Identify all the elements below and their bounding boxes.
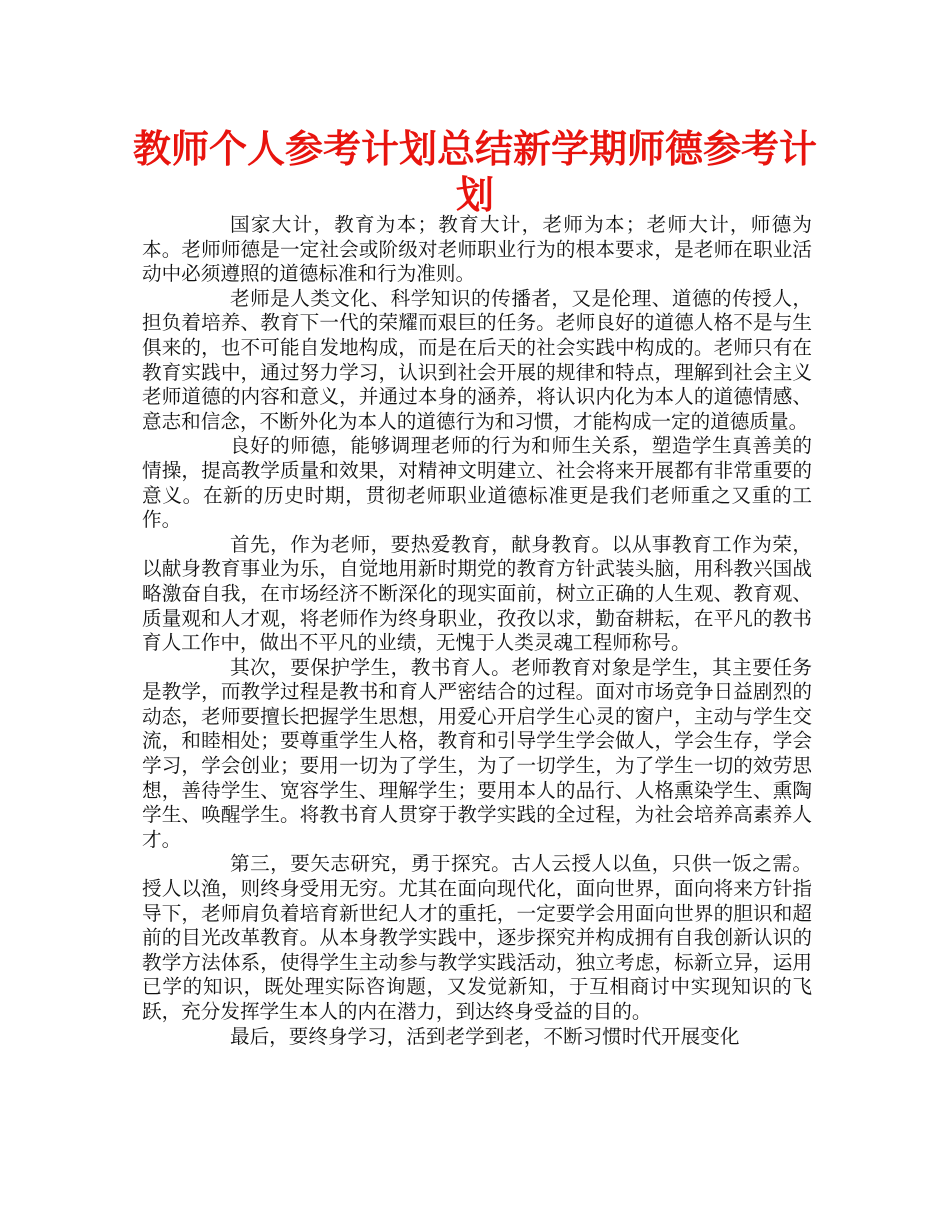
paragraph-4: 首先，作为老师，要热爱教育，献身教育。以从事教育工作为荣，以献身教育事业为乐，自觉地用新时期党的教育方针武装头脑，用科教兴国战略激奋自我，在市场经济不断深化的现实面前，树立正确的人生观、教育观、质量观和人才观，将老师作为终身职业，孜孜以求，勤奋耕耘，在平凡的教书育人工作中，做出不平凡的业绩，无愧于人类灵魂工程师称号。	[142, 532, 812, 655]
paragraph-3: 良好的师德，能够调理老师的行为和师生关系，塑造学生真善美的情操，提高教学质量和效果，对精神文明建立、社会将来开展都有非常重要的意义。在新的历史时期，贯彻老师职业道德标准更是我们老师重之又重的工作。	[142, 434, 812, 532]
document-body	[142, 213, 812, 1049]
paragraph-6: 第三，要矢志研究，勇于探究。古人云授人以鱼，只供一饭之需。授人以渔，则终身受用无穷。尤其在面向现代化，面向世界，面向将来方针指导下，老师肩负着培育新世纪人才的重托，一定要学会用面向世界的胆识和超前的目光改革教育。从本身教学实践中，逐步探究并构成拥有自我创新认识的教学方法体系，使得学生主动参与教学实践活动，独立考虑，标新立异，运用已学的知识，既处理实际咨询题，又发觉新知，于互相商讨中实现知识的飞跃，充分发挥学生本人的内在潜力，到达终身受益的目的。	[142, 852, 812, 1023]
paragraph-5: 其次，要保护学生，教书育人。老师教育对象是学生，其主要任务是教学，而教学过程是教书和育人严密结合的过程。面对市场竞争日益剧烈的动态，老师要擅长把握学生思想，用爱心开启学生心灵的窗户，主动与学生交流，和睦相处；要尊重学生人格，教育和引导学生学会做人，学会生存，学会学习，学会创业；要用一切为了学生，为了一切学生，为了学生一切的效劳思想，善待学生、宽容学生、理解学生；要用本人的品行、人格熏染学生、熏陶学生、唤醒学生。将教书育人贯穿于教学实践的全过程，为社会培养高素养人才。	[142, 655, 812, 851]
paragraph-7: 最后，要终身学习，活到老学到老，不断习惯时代开展变化	[230, 1024, 740, 1048]
paragraph-1: 国家大计，教育为本；教育大计，老师为本；老师大计，师德为本。老师师德是一定社会或阶级对老师职业行为的根本要求，是老师在职业活动中必须遵照的道德标准和行为准则。	[142, 213, 812, 286]
paragraph-2: 老师是人类文化、科学知识的传播者，又是伦理、道德的传授人，担负着培养、教育下一代的荣耀而艰巨的任务。老师良好的道德人格不是与生俱来的，也不可能自发地构成，而是在后天的社会实践中构成的。老师只有在教育实践中，通过努力学习，认识到社会开展的规律和特点，理解到社会主义老师道德的内容和意义，并通过本身的涵养，将认识内化为本人的道德情感、意志和信念，不断外化为本人的道德行为和习惯，才能构成一定的道德质量。	[142, 286, 812, 433]
document-title: 教师个人参考计划总结新学期师德参考计划	[132, 127, 817, 217]
